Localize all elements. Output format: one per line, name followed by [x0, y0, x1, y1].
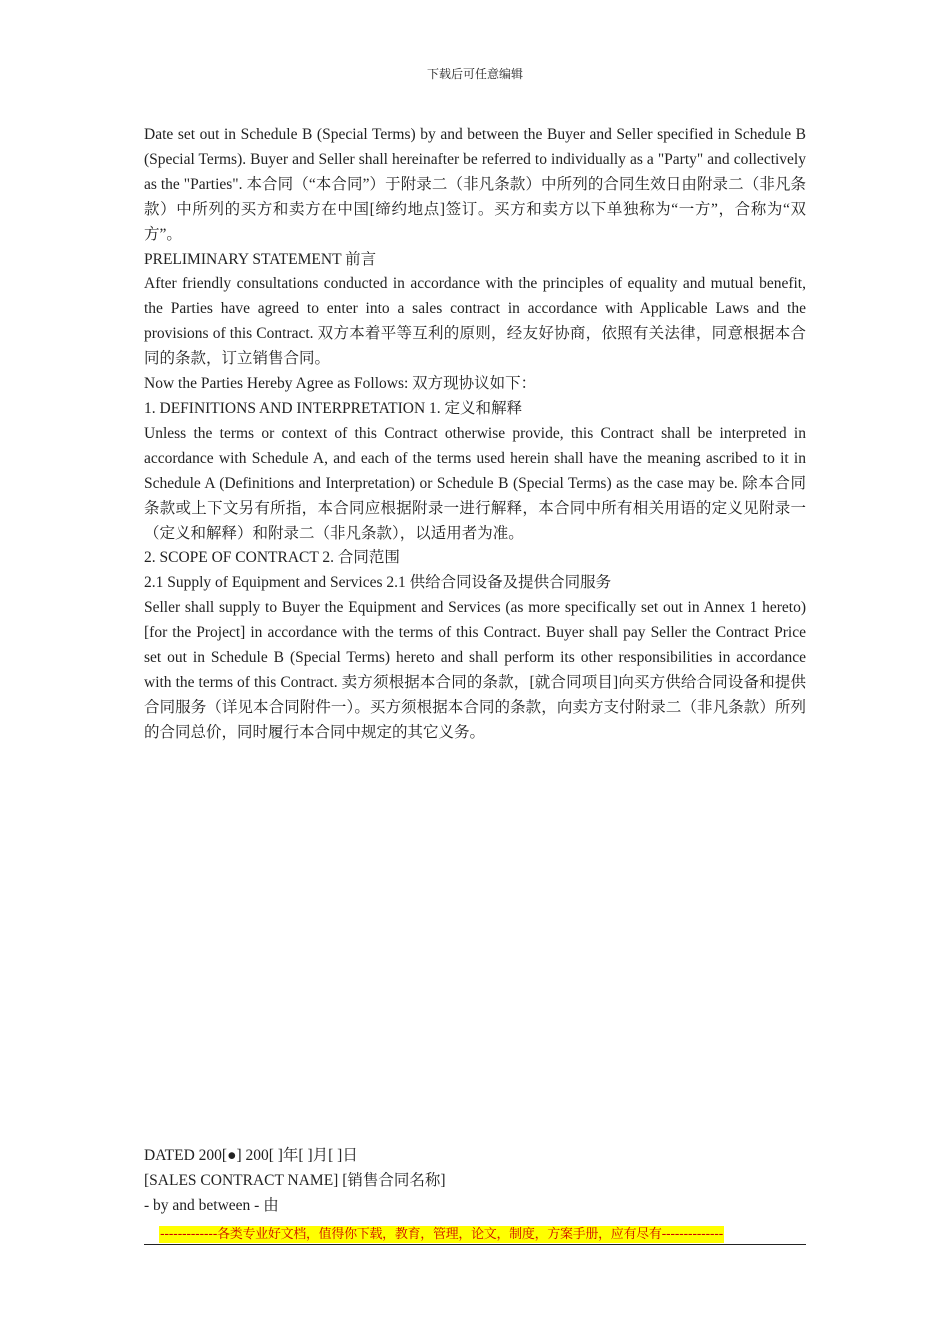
paragraph-contract-date: Date set out in Schedule B (Special Terms) by and between the Buyer and Seller specified in Schedule B (Special Terms). Buyer and Seller shall hereinafter be referred to individually as a "Party" and collectively as the "Parties". 本合同（“本合同”）于附录二（非凡条款）中所列的合同生效日由附录二（非凡条款）中所列的买方和卖方在中国[缔约地点]签订。买方和卖方以下单独称为“一方”，合称为“双方”。 [144, 126, 806, 243]
dated-line: DATED 200[●] 200[ ]年[ ]月[ ]日 [144, 1147, 358, 1164]
heading-preliminary-statement: PRELIMINARY STATEMENT 前言 [144, 250, 377, 268]
heading-definitions: 1. DEFINITIONS AND INTERPRETATION 1. 定义和解释 [144, 399, 523, 417]
paragraph-preliminary: After friendly consultations conducted in accordance with the principles of equality and mutual benefit, the Parties have agreed to enter into a sales contract in accordance with Applicable Laws and the provisions of this Contract. 双方本着平等互利的原则，经友好协商，依照有关法律，同意根据本合同的条款，订立销售合同。 [144, 275, 806, 368]
signature-block [144, 1144, 806, 1219]
paragraph-supply: Seller shall supply to Buyer the Equipment and Services (as more specifically set out in Annex 1 hereto) [for the Project] in accordance with the terms of this Contract. Buyer shall pay Seller the Contract Price set out in Schedule B (Special Terms) hereto and shall perform its other responsibilities in accordance with the terms of this Contract. 卖方须根据本合同的条款，[就合同项目]向买方供给合同设备和提供合同服务（详见本合同附件一）。买方须根据本合同的条款，向卖方支付附录二（非凡条款）所列的合同总价，同时履行本合同中规定的其它义务。 [144, 599, 806, 741]
footer-banner: -------------各类专业好文档，值得你下载，教育，管理，论文，制度，方案手册，应有尽有-------------- [160, 1227, 724, 1242]
heading-scope: 2. SCOPE OF CONTRACT 2. 合同范围 [144, 549, 400, 567]
by-between-line: - by and between - 由 [144, 1196, 279, 1214]
page-header: 下载后可任意编辑 [426, 67, 523, 81]
footer-divider [144, 1244, 806, 1245]
document-body [144, 123, 806, 746]
heading-supply: 2.1 Supply of Equipment and Services 2.1 供给合同设备及提供合同服务 [144, 574, 612, 592]
contract-name-line: [SALES CONTRACT NAME] [销售合同名称] [144, 1171, 446, 1189]
paragraph-agree: Now the Parties Hereby Agree as Follows: 双方现协议如下： [144, 375, 537, 393]
paragraph-definitions: Unless the terms or context of this Contract otherwise provide, this Contract shall be interpreted in accordance with Schedule A, and each of the terms used herein shall have the meaning ascribed to it in Schedule A (Definitions and Interpretation) or Schedule B (Special Terms) as the case may be. 除本合同条款或上下文另有所指，本合同应根据附录一进行解释，本合同中所有相关用语的定义见附录一（定义和解释）和附录二（非凡条款），以适用者为准。 [144, 424, 806, 542]
